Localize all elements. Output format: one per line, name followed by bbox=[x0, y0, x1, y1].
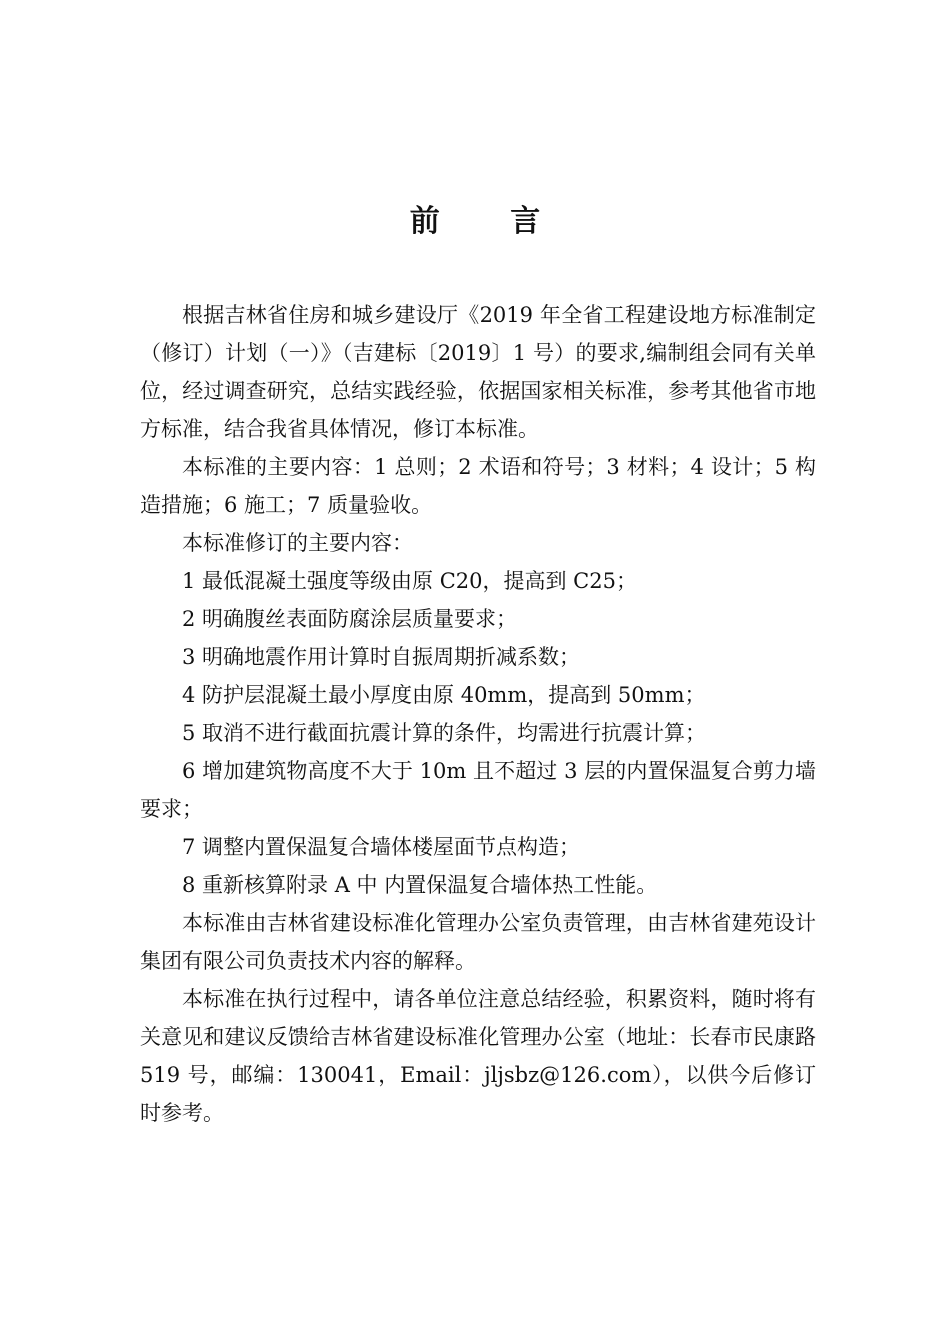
revision-item: 2 明确腹丝表面防腐涂层质量要求； bbox=[182, 607, 518, 631]
revision-item: 8 重新核算附录 A 中 内置保温复合墙体热工性能。 bbox=[182, 873, 658, 897]
paragraph-background: 根据吉林省住房和城乡建设厅《2019 年全省工程建设地方标准制定（修订）计划（一）》（吉建标〔2019〕1 号）的要求,编制组会同有关单位，经过调查研究，总结实践经验，依据国家相关标准，参考其他省市地方标准，结合我省具体情况，修订本标准。 bbox=[140, 303, 816, 441]
revision-item: 3 明确地震作用计算时自振周期折减系数； bbox=[182, 645, 581, 669]
revision-item: 5 取消不进行截面抗震计算的条件，均需进行抗震计算； bbox=[182, 721, 707, 745]
revision-item: 6 增加建筑物高度不大于 10m 且不超过 3 层的内置保温复合剪力墙要求； bbox=[140, 759, 816, 821]
page-title: 前 言 bbox=[409, 204, 571, 239]
paragraph-main-contents: 本标准的主要内容：1 总则；2 术语和符号；3 材料；4 设计；5 构造措施；6 施工；7 质量验收。 bbox=[140, 455, 816, 517]
revision-item: 4 防护层混凝土最小厚度由原 40mm，提高到 50mm； bbox=[182, 683, 706, 707]
preface-body bbox=[140, 296, 816, 1132]
revision-item: 7 调整内置保温复合墙体楼屋面节点构造； bbox=[182, 835, 581, 859]
revision-item: 1 最低混凝土强度等级由原 C20，提高到 C25； bbox=[182, 569, 637, 593]
paragraph-revision-heading: 本标准修订的主要内容： bbox=[182, 531, 413, 555]
paragraph-feedback: 本标准在执行过程中，请各单位注意总结经验，积累资料，随时将有关意见和建议反馈给吉林省建设标准化管理办公室（地址：长春市民康路 519 号，邮编：130041，Email：jljsbz@126.com），以供今后修订时参考。 bbox=[140, 987, 816, 1125]
paragraph-management: 本标准由吉林省建设标准化管理办公室负责管理，由吉林省建苑设计集团有限公司负责技术内容的解释。 bbox=[140, 911, 816, 973]
